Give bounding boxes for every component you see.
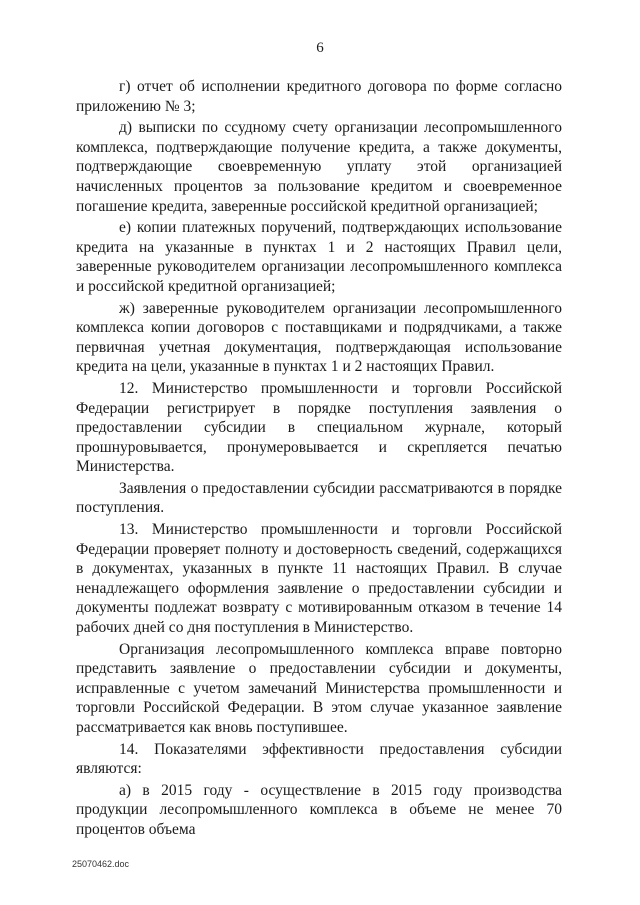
- page-number: 6: [316, 40, 324, 56]
- document-body: [76, 77, 562, 842]
- paragraph-e-payment-orders: е) копии платежных поручений, подтверждающих использование кредита на указанные в пунктах 1 и 2 настоящих Правил цели, заверенные руководителем организации лесопромышленного комплекса и российской кредитной организацией;: [76, 219, 562, 295]
- paragraph-14-indicators: 14. Показателями эффективности предоставления субсидии являются:: [76, 740, 562, 778]
- paragraph-d-loan-account-statements: д) выписки по ссудному счету организации лесопромышленного комплекса, подтверждающие получение кредита, а также документы, подтверждающие своевременную уплату этой организацией начисленных процентов за пользование кредитом и своевременное погашение кредита, заверенные российской кредитной организацией;: [76, 119, 562, 215]
- paragraph-13-verification: 13. Министерство промышленности и торговли Российской Федерации проверяет полноту и достоверность сведений, содержащихся в документах, указанных в пункте 11 настоящих Правил. В случае ненадлежащего оформления заявление о предоставлении субсидии и документы подлежат возврату с мотивированным отказом в течение 14 рабочих дней со дня поступления в Министерство.: [76, 521, 562, 637]
- paragraph-a-2015-production: а) в 2015 году - осуществление в 2015 году производства продукции лесопромышленного комплекса в объеме не менее 70 процентов объема: [76, 781, 562, 838]
- document-filename: 25070462.doc: [72, 859, 130, 869]
- paragraph-12-registration: 12. Министерство промышленности и торговли Российской Федерации регистрирует в порядке поступления заявления о предоставлении субсидии в специальном журнале, который прошнуровывается, пронумеровывается и скрепляется печатью Министерства.: [76, 379, 562, 476]
- paragraph-applications-order: Заявления о предоставлении субсидии рассматриваются в порядке поступления.: [76, 479, 562, 517]
- paragraph-zh-contracts-copies: ж) заверенные руководителем организации лесопромышленного комплекса копии договоров с поставщиками и подрядчиками, а также первичная учетная документация, подтверждающая использование кредита на цели, указанные в пунктах 1 и 2 настоящих Правил.: [76, 299, 562, 376]
- paragraph-resubmission: Организация лесопромышленного комплекса вправе повторно представить заявление о предоставлении субсидии и документы, исправленные с учетом замечаний Министерства промышленности и торговли Российской Федерации. В этом случае указанное заявление рассматривается как вновь поступившее.: [76, 640, 562, 736]
- paragraph-g-credit-report: г) отчет об исполнении кредитного договора по форме согласно приложению № 3;: [76, 78, 562, 115]
